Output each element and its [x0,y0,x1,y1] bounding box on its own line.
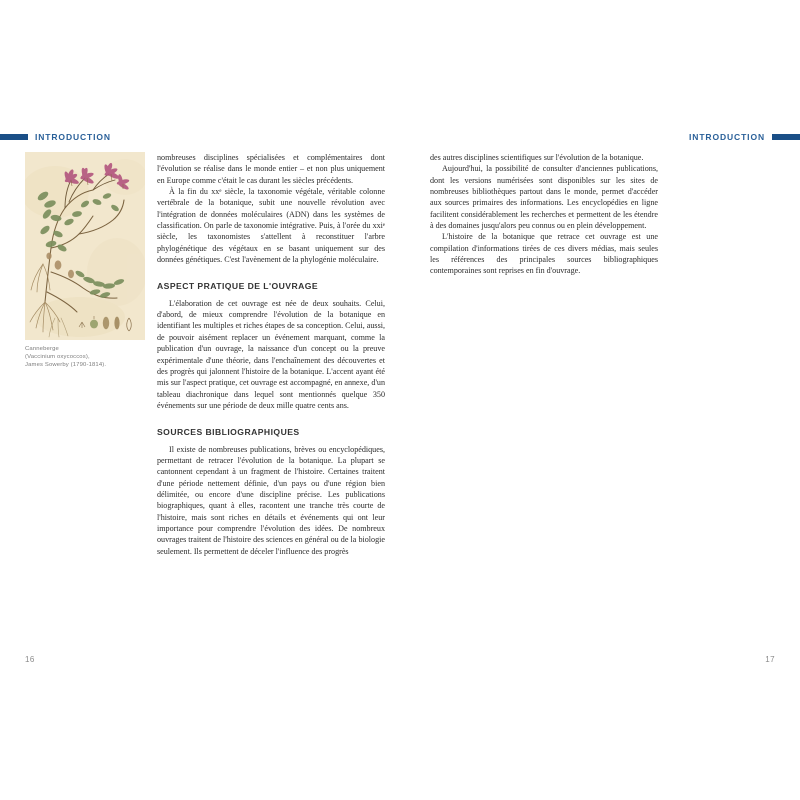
page-number-left: 16 [25,655,35,664]
figure-caption-line-1: Canneberge [25,346,59,352]
botanical-plate-cranberry [25,152,145,340]
section-heading-aspect-pratique: ASPECT PRATIQUE DE L'OUVRAGE [157,281,319,292]
paragraph: À la fin du xxᵉ siècle, la taxonomie végétale, véritable colonne vertébrale de la botanique, subit une nouvelle révolution avec l'intégration de données moléculaires (ADN) dans les systèmes de classification. On parle de taxonomie intégrative. Puis, à l'orée du xxiᵉ siècle, les taxonomistes s'attellent à reconstituer l'arbre phylogénétique des végétaux en se basant uniquement sur des données génétiques. C'est l'avènement de la phylogénie moléculaire. [157,187,385,265]
figure-caption-line-2: (Vaccinium oxycoccos), [25,354,90,361]
paragraph: L'histoire de la botanique que retrace cet ouvrage est une compilation d'informations tirées de ces divers médias, mais seules les références des principales sources bibliographiques contemporaines sont reprises en fin d'ouvrage. [430,232,658,276]
section-heading-sources-bibliographiques: SOURCES BIBLIOGRAPHIQUES [157,427,300,438]
paragraph: Il existe de nombreuses publications, brèves ou encyclopédiques, permettant de retracer l'évolution de la botanique. La plupart se cantonnent cependant à un fragment de l'histoire. Certaines traitent d'une période nettement définie, d'un pays ou d'une région bien délimitée, ou encore d'une discipline précise. Les publications biographiques, quant à elles, racontent une tranche très courte de l'histoire, mais sont riches en détails et événements qui ont leur importance pour comprendre l'évolution des idées. De nombreux ouvrages traitent de l'histoire des sciences en général ou de la biologie seulement. Ils permettent de déceler l'influence des progrès [157,444,385,556]
paragraph: nombreuses disciplines spécialisées et complémentaires dont l'évolution se réalise dans le monde entier – et non plus uniquement en Europe comme c'était le cas durant les siècles précédents. [157,153,385,185]
paragraph: des autres disciplines scientifiques sur l'évolution de la botanique. [430,153,644,162]
paragraph: Aujourd'hui, la possibilité de consulter d'anciennes publications, dont les versions numérisées sont disponibles sur les sites de nombreuses bibliothèques partout dans le monde, permet d'accéder aux sources primaires des informations. Les encyclopédies en ligne facilitent considérablement les recherches et permettent de les étendre à des domaines jusqu'alors peu connus ou en plein développement. [430,164,658,231]
figure-caption-line-3: James Sowerby (1790-1814). [25,362,107,369]
running-head-right [689,130,800,144]
right-page-text-column [430,152,658,277]
rule-bar-icon [772,134,800,140]
running-head-left [0,130,111,144]
page-number-right: 17 [765,655,775,664]
rule-bar-icon [0,134,28,140]
running-head-left-label: INTRODUCTION [35,132,111,142]
figure-caption [25,345,150,370]
cranberry-illustration-icon [25,152,145,340]
running-head-right-label: INTRODUCTION [689,132,765,142]
paragraph: L'élaboration de cet ouvrage est née de deux souhaits. Celui, d'abord, de mieux comprendre l'évolution de la botanique en identifiant les multiples et riches étapes de sa conception. Celui, aussi, de pouvoir aisément replacer un événement marquant, comme la publication d'un ouvrage, la naissance d'un concept ou la preuve expérimentale d'une théorie, dans l'enchaînement des découvertes et des progrès qui jalonnent l'histoire de la botanique. L'accent ayant été mis sur l'aspect pratique, cet ouvrage est accompagné, en annexe, d'un tableau diachronique dans lequel sont mentionnés quelque 350 événements sur une période de deux mille quatre cents ans. [157,298,385,410]
left-page-text-column [157,152,385,557]
